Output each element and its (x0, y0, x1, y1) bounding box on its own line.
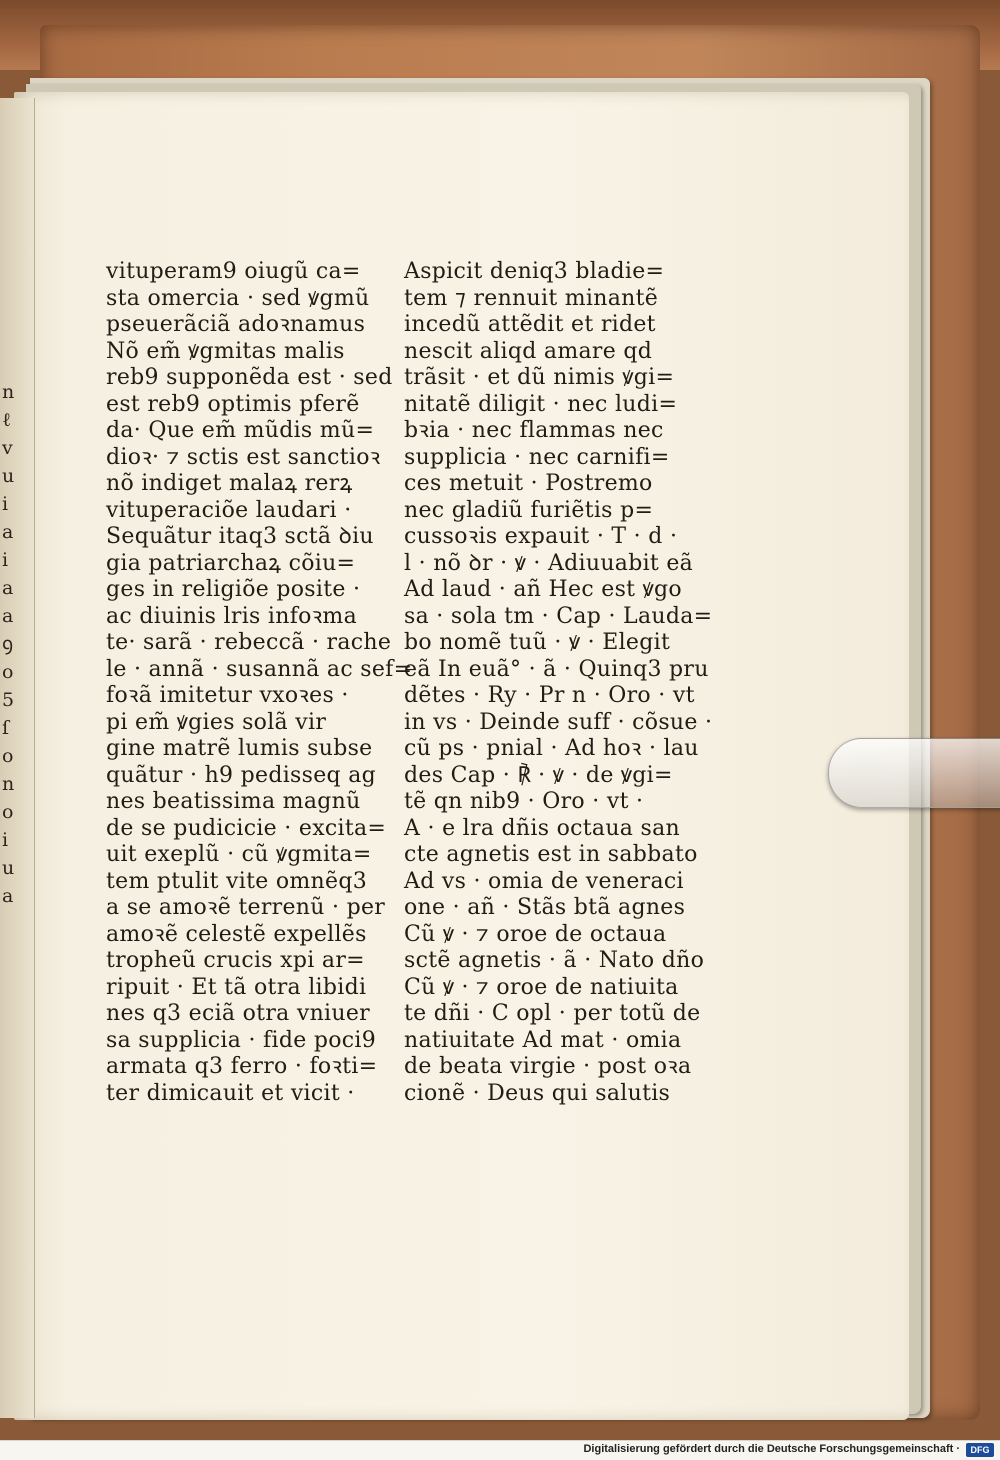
text-line: eã In euã° · ã · Quinq3 pru (404, 656, 709, 682)
text-line: sa supplicia · fide poci9 (106, 1027, 377, 1053)
text-line: ges in religiõe posite · (106, 577, 361, 602)
text-line: te· sarã · rebeccã · rache (106, 630, 392, 655)
facing-page-fragment: o (2, 661, 14, 683)
facing-page-fragment: a (2, 577, 14, 599)
text-line: de se pudicicie · excita= (106, 815, 387, 841)
text-line: nõ indiget malaꝝ rerꝝ (106, 471, 353, 496)
funding-credit: Digitalisierung gefördert durch die Deutsche Forschungsgemeinschaft · (583, 1443, 960, 1455)
text-line: pseuerãciã adoꝛnamus (106, 312, 366, 337)
text-line: sta omercia · sed ꝟgmũ (106, 285, 370, 311)
facing-page-text (2, 378, 32, 910)
text-line: pi em̃ ꝟgies solã vir (106, 709, 327, 735)
facing-page-fragment: n (2, 381, 15, 403)
text-line: gia patriarchaꝝ cõiu= (106, 550, 356, 576)
facing-page-fragment: i (2, 493, 9, 515)
text-line: tem ptulit vite omnẽq3 (106, 868, 368, 894)
text-line: des Cap · ℟ · ꝟ · de ꝟgi= (404, 762, 673, 788)
footer-bar (0, 1440, 1000, 1460)
text-line: cionẽ · Deus qui salutis (404, 1080, 671, 1106)
text-line: ac diuinis lris infoꝛma (106, 603, 358, 629)
text-line: le · annã · susannã ac sef= (106, 656, 413, 682)
page-clip (828, 738, 1000, 808)
text-line: cte agnetis est in sabbato (404, 842, 698, 867)
text-line: nitatẽ diligit · nec ludi= (404, 391, 678, 417)
text-line: supplicia · nec carnifi= (404, 444, 670, 470)
text-line: vituperaciõe laudari · (106, 497, 352, 523)
text-column-right (404, 259, 713, 1107)
facing-page-fragment: o (2, 801, 14, 823)
text-line: a se amoꝛẽ terrenũ · per (106, 895, 386, 920)
text-line: nes beatissima magnũ (106, 789, 361, 814)
text-line: sa · sola tm · Cap · Lauda= (404, 603, 713, 629)
text-line: te dñi · C opl · per totũ de (404, 1001, 701, 1026)
text-line: natiuitate Ad mat · omia (404, 1027, 682, 1053)
facing-page-fragment: o (2, 745, 14, 767)
text-line: uit exeplũ · cũ ꝟgmita= (106, 842, 372, 867)
text-line: quãtur · h9 pedisseq ag (106, 762, 377, 788)
text-line: ter dimicauit et vicit · (106, 1080, 355, 1106)
text-line: A · e lra dñis octaua san (404, 815, 680, 841)
text-line: da· Que em̃ mũdis mũ= (106, 418, 375, 443)
text-line: armata q3 ferro · foꝛti= (106, 1054, 378, 1079)
text-line: tem ⁊ rennuit minantẽ (404, 285, 659, 311)
text-line: cũ ps · pnial · Ad hoꝛ · lau (404, 736, 699, 761)
text-line: dioꝛ· ⁊ sctis est sanctioꝛ (106, 444, 381, 470)
facing-page-fragment: i (2, 549, 9, 571)
text-line: vituperam9 oiugũ ca= (106, 259, 361, 284)
facing-page-fragment: u (2, 857, 15, 879)
text-line: cussoꝛis expauit · T · d · (404, 524, 678, 549)
facing-page-fragment: i (2, 829, 9, 851)
text-line: Ad vs · omia de veneraci (404, 868, 684, 894)
text-line: sctẽ agnetis · ã · Nato dño (404, 948, 705, 973)
text-line: in vs · Deinde suff · cõsue · (404, 709, 713, 735)
facing-page-fragment: ℓ (2, 409, 12, 431)
text-line: trãsit · et dũ nimis ꝟgi= (404, 365, 675, 390)
text-line: dẽtes · Ry · Pr n · Oro · vt (404, 683, 695, 708)
text-line: ces metuit · Postremo (404, 471, 653, 496)
text-line: Aspicit deniq3 bladie= (404, 259, 665, 284)
text-line: bꝛia · nec flammas nec (404, 418, 664, 443)
facing-page-fragment: a (2, 885, 14, 907)
text-line: nec gladiũ furiẽtis p= (404, 497, 654, 523)
facing-page-fragment: 5 (2, 689, 15, 711)
facing-page-fragment: ſ (2, 717, 10, 739)
facing-page-fragment: a (2, 605, 14, 627)
text-line: Ad laud · añ Hec est ꝟgo (404, 577, 682, 602)
text-line: l · nõ ꝺr · ꝟ · Adiuuabit eã (404, 550, 694, 576)
text-line: incedũ attẽdit et ridet (404, 312, 656, 337)
facing-page-edge (0, 98, 35, 1418)
text-line: est reb9 optimis pferẽ (106, 391, 360, 417)
text-line: foꝛã imitetur vxoꝛes · (106, 683, 349, 708)
dfg-logo: DFG (966, 1443, 994, 1457)
text-line: bo nomẽ tuũ · ꝟ · Elegit (404, 630, 671, 655)
text-column-left (106, 259, 413, 1107)
facing-page-fragment: u (2, 465, 15, 487)
text-line: reb9 supponẽda est · sed (106, 365, 393, 390)
text-line: one · añ · Stãs btã agnes (404, 895, 686, 920)
text-line: tropheũ crucis xpi ar= (106, 948, 365, 973)
text-line: gine matrẽ lumis subse (106, 736, 373, 761)
text-line: Sequãtur itaq3 sctã ꝺiu (106, 524, 374, 549)
text-line: de beata virgie · post oꝛa (404, 1054, 692, 1079)
text-line: nescit aliqd amare qd (404, 338, 653, 364)
text-line: ripuit · Et tã otra libidi (106, 974, 367, 1000)
facing-page-fragment: n (2, 773, 15, 795)
text-line: tẽ qn nib9 · Oro · vt · (404, 789, 644, 814)
facing-page-fragment: ꝯ (2, 633, 14, 655)
text-line: Cũ ꝟ · ⁊ oroe de natiuita (404, 974, 679, 1000)
text-line: Nõ em̃ ꝟgmitas malis (106, 338, 345, 364)
text-line: nes q3 eciã otra vniuer (106, 1001, 370, 1026)
facing-page-fragment: a (2, 521, 14, 543)
facing-page-fragment: v (2, 437, 13, 459)
text-line: Cũ ꝟ · ⁊ oroe de octaua (404, 921, 667, 947)
text-line: amoꝛẽ celestẽ expellẽs (106, 921, 367, 947)
